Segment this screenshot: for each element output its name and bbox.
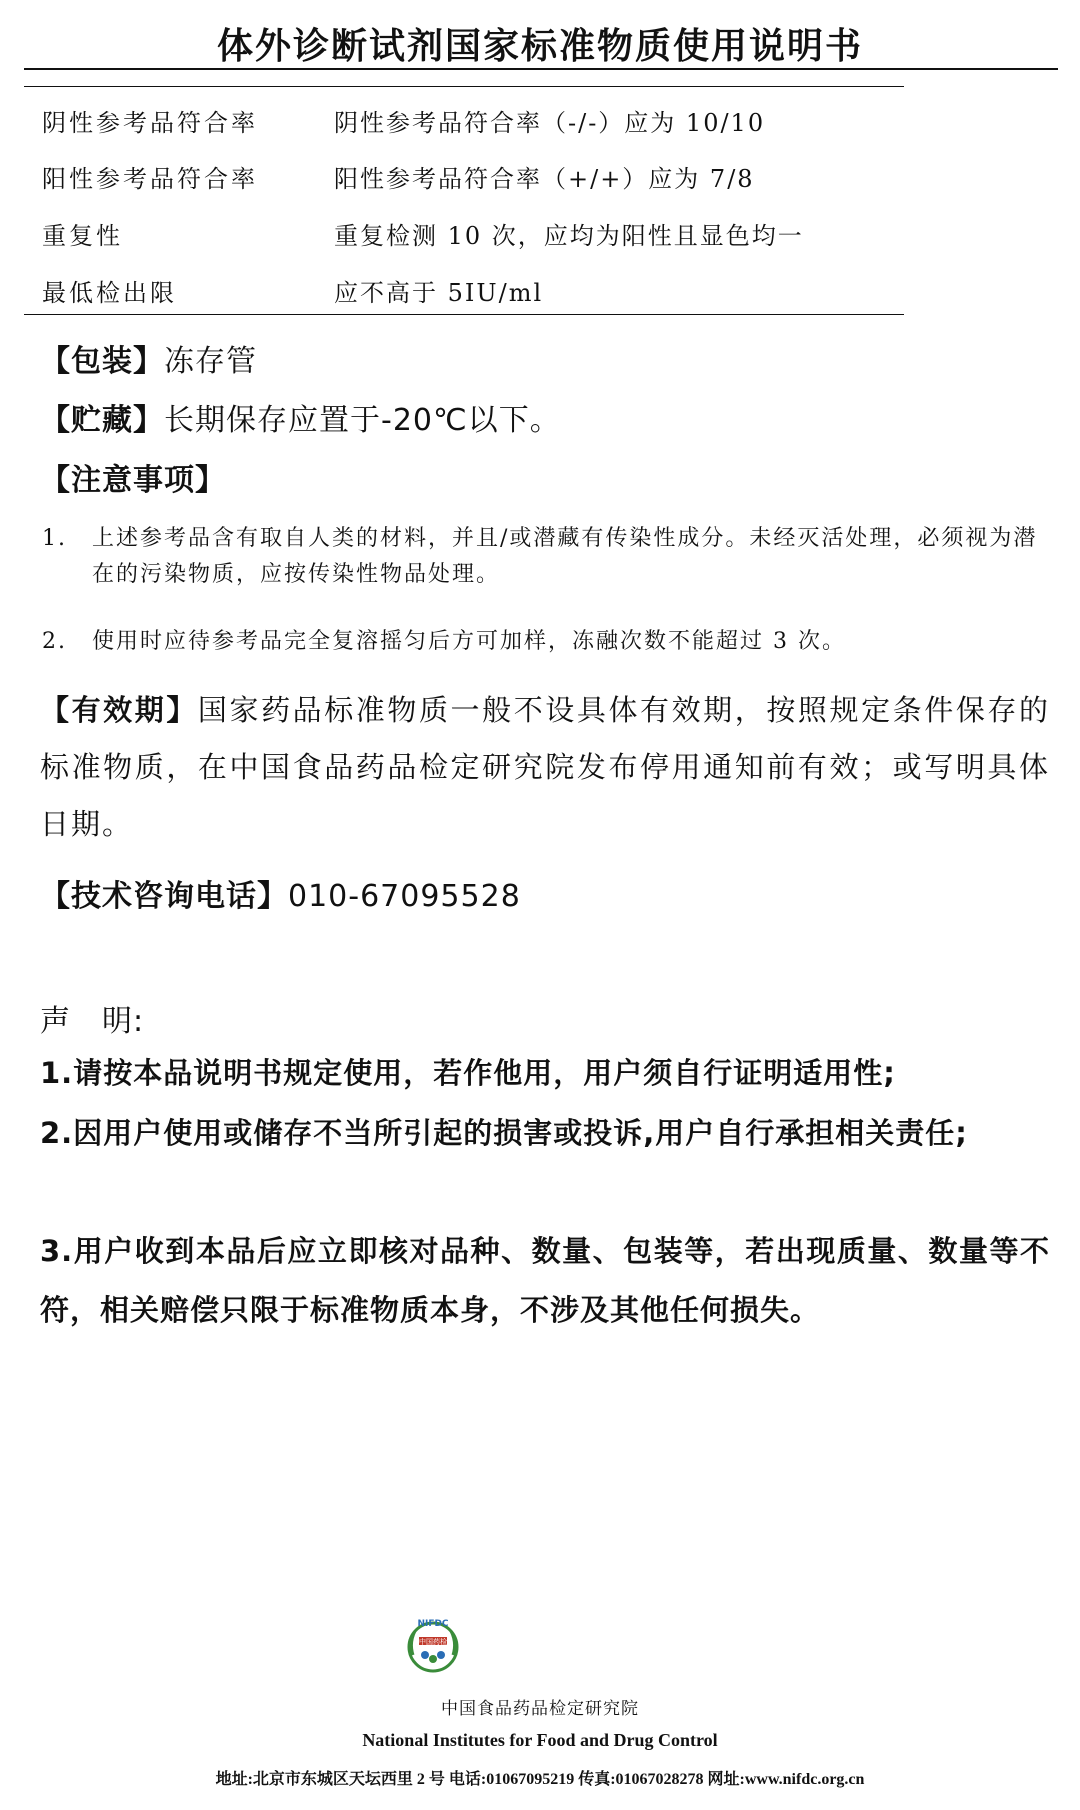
storage-heading: 【贮藏】	[40, 403, 164, 438]
table-row-value: 阴性参考品符合率（-/-）应为 10/10	[334, 109, 766, 137]
table-row-label: 重复性	[42, 222, 123, 250]
note-text: 上述参考品含有取自人类的材料，并且/或潜藏有传染性成分。未经灭活处理，必须视为潜在的污染物质，应按传染性物品处理。	[92, 526, 1038, 587]
table-row-value: 阳性参考品符合率（+/+）应为 7/8	[334, 165, 755, 193]
table-row-value: 应不高于 5IU/ml	[334, 279, 544, 307]
table-row-label: 阴性参考品符合率	[42, 109, 258, 137]
packaging-text: 冻存管	[164, 344, 257, 379]
footer-org-en: National Institutes for Food and Drug Control	[362, 1730, 718, 1750]
storage-text: 长期保存应置于-20℃以下。	[164, 403, 561, 438]
notes-section	[40, 455, 226, 499]
declaration-item: 2.因用户使用或储存不当所引起的损害或投诉,用户自行承担相关责任;	[40, 1116, 968, 1150]
title-underline	[24, 68, 1058, 70]
tech-contact-section	[40, 871, 521, 915]
svg-text:NIFDC: NIFDC	[417, 1619, 449, 1629]
declaration-item: 3.用户收到本品后应立即核对品种、数量、包装等，若出现质量、数量等不符，相关赔偿只限于标准物质本身，不涉及其他任何损失。	[40, 1234, 1050, 1327]
table-top-rule	[24, 86, 904, 87]
validity-heading: 【有效期】	[40, 693, 198, 727]
note-text: 使用时应待参考品完全复溶摇匀后方可加样，冻融次数不能超过 3 次。	[92, 629, 846, 654]
validity-section	[40, 682, 1050, 853]
note-number: 1.	[42, 526, 67, 551]
tech-contact-phone: 010-67095528	[288, 879, 521, 914]
validity-text: 国家药品标准物质一般不设具体有效期，按照规定条件保存的标准物质，在中国食品药品检定研究院发布停用通知前有效；或写明具体日期。	[40, 693, 1050, 841]
notes-heading: 【注意事项】	[40, 463, 226, 498]
note-item	[42, 624, 1042, 660]
packaging-heading: 【包装】	[40, 344, 164, 379]
document-title: 体外诊断试剂国家标准物质使用说明书	[216, 26, 863, 67]
table-bottom-rule	[24, 314, 904, 315]
footer-address: 地址:北京市东城区天坛西里 2 号 电话:01067095219 传真:01067028278 网址:www.nifdc.org.cn	[215, 1771, 865, 1788]
table-row-value: 重复检测 10 次，应均为阳性且显色均一	[334, 222, 804, 250]
storage-section	[40, 395, 561, 439]
nifdc-logo	[405, 1615, 461, 1675]
packaging-section	[40, 336, 257, 380]
footer-org-cn: 中国食品药品检定研究院	[441, 1699, 639, 1719]
table-row-label: 阳性参考品符合率	[42, 165, 258, 193]
declaration-item: 1.请按本品说明书规定使用，若作他用，用户须自行证明适用性;	[40, 1056, 896, 1090]
note-item	[42, 521, 1042, 593]
svg-text:中国药检: 中国药检	[419, 1638, 447, 1646]
note-number: 2.	[42, 629, 67, 654]
table-row-label: 最低检出限	[42, 279, 177, 307]
declaration-heading: 声 明:	[40, 1004, 145, 1039]
tech-contact-heading: 【技术咨询电话】	[40, 879, 288, 914]
